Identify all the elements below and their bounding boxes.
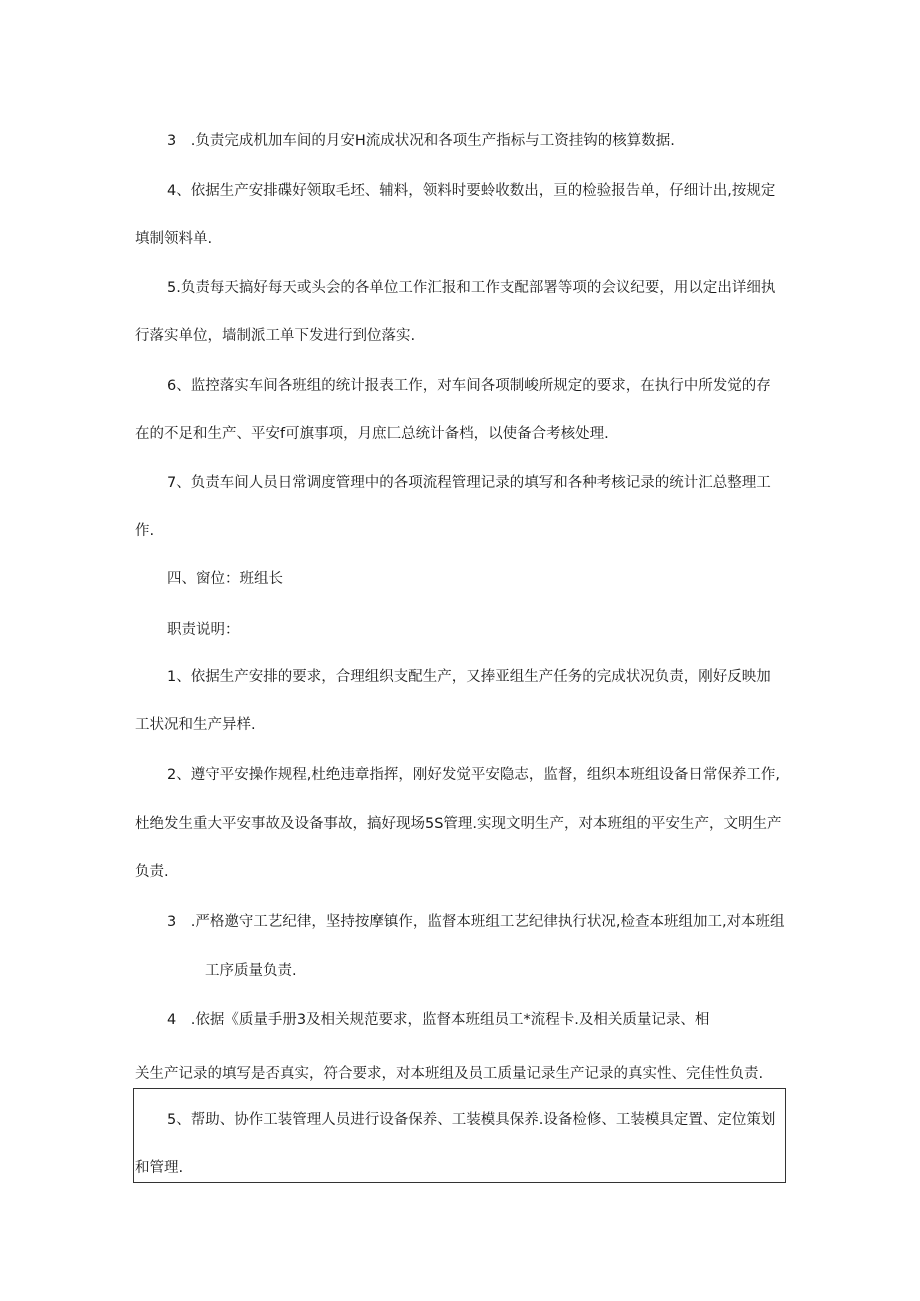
- text-line: 填制领料单.: [135, 231, 213, 247]
- text-line: 作.: [135, 523, 155, 539]
- bordered-paragraph-box: [133, 1088, 786, 1183]
- text-line: 3 .负责完成机加车间的月安H流成状况和各项生产指标与工资挂钩的核算数据.: [167, 133, 675, 149]
- text-line: 7、负责车间人员日常调度管理中的各项流程管理记录的填写和各种考核记录的统计汇总整理工: [167, 475, 771, 491]
- text-line: 工序质量负责.: [205, 963, 297, 979]
- text-line: 行落实单位，墙制派工单下发进行到位落实.: [135, 328, 416, 344]
- text-line: 关生产记录的填写是否真实，符合要求，对本班组及员工质量记录生产记录的真实性、完佳性负责.: [135, 1066, 764, 1082]
- text-line: 4 .依据《质量手册3及相关规范要求，监督本班组员工*流程卡.及相关质量记录、相: [167, 1012, 710, 1028]
- section-heading: 四、窗位：班组长: [167, 571, 283, 587]
- text-line: 2、遵守平安操作规程,杜绝违章指挥，刚好发觉平安隐志，监督，组织本班组设备日常保养工作,: [167, 767, 780, 783]
- text-line: 4、依据生产安排碟好领取毛坯、辅料，领料时要蛉收数出，亘的检验报告单，仔细计出,按规定: [167, 183, 776, 199]
- subheading: 职责说明：: [167, 622, 240, 638]
- text-line: 1、依据生产安排的要求，合理组织支配生产，又捧亚组生产任务的完成状况负责，刚好反映加: [167, 669, 771, 685]
- text-line: 5、帮助、协作工装管理人员进行设备保养、工装模具保养.设备检修、工装模具定置、定位策划: [167, 1112, 776, 1128]
- text-line: 在的不足和生产、平安f可旗事项，月庶匚总统计备档，以使备合考核处理.: [135, 426, 609, 442]
- text-line: 3 .严格邀守工艺纪律，坚持按摩镇作，监督本班组工艺纪律执行状况,检查本班组加工,对本班组: [167, 914, 785, 930]
- text-line: 负责.: [135, 864, 169, 880]
- text-line: 杜绝发生重大平安事故及设备事故，搞好现场5S管理.实现文明生产，对本班组的平安生产，文明生产: [135, 816, 782, 832]
- text-line: 6、监控落实车间各班组的统计报表工作，对车间各项制峻所规定的要求，在执行中所发觉的存: [167, 378, 771, 394]
- text-line: 和管理.: [135, 1160, 184, 1176]
- text-line: 工状况和生产异样.: [135, 717, 256, 733]
- text-line: 5.负责每天搞好每天或头会的各单位工作汇报和工作支配部署等项的会议纪要，用以定出详细执: [167, 280, 776, 296]
